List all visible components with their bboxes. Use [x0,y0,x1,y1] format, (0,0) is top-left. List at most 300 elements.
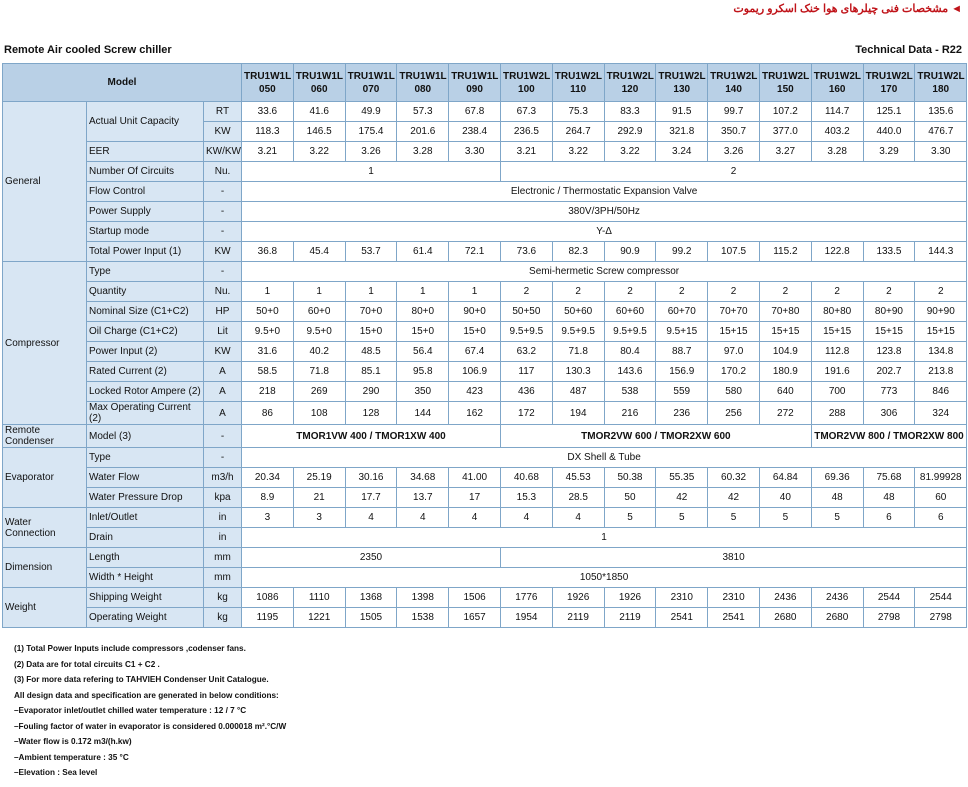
spec-row [3,382,967,402]
note-line: –Evaporator inlet/outlet chilled water temperature : 12 / 7 °C [14,706,247,715]
value-cell: 33.6 [242,102,294,122]
value-cell: 5 [604,508,656,528]
value-cell: 773 [863,382,915,402]
value-cell: 436 [500,382,552,402]
parameter-label: Actual Unit Capacity [87,102,204,142]
value-cell: 3 [293,508,345,528]
model-series: TRU1W2L [502,70,551,82]
spec-row [3,608,967,628]
spec-row [3,528,967,548]
value-cell: 97.0 [708,342,760,362]
value-cell: 42 [656,488,708,508]
value-cell: 40.68 [500,468,552,488]
value-cell: 64.84 [759,468,811,488]
value-cell: 6 [863,508,915,528]
spec-row [3,342,967,362]
value-cell: 13.7 [397,488,449,508]
unit-cell: kg [204,588,242,608]
value-cell: 48 [811,488,863,508]
value-cell: 15+15 [863,322,915,342]
parameter-label: Total Power Input (1) [87,242,204,262]
parameter-label: Model (3) [87,425,204,448]
value-cell: 75.68 [863,468,915,488]
value-cell: 45.53 [552,468,604,488]
value-cell: 1505 [345,608,397,628]
value-cell: 202.7 [863,362,915,382]
model-header-cell [449,64,501,102]
value-cell: 216 [604,402,656,425]
value-cell: 162 [449,402,501,425]
unit-cell: KW [204,122,242,142]
value-cell: 15+0 [345,322,397,342]
value-cell: 61.4 [397,242,449,262]
value-cell: 2541 [656,608,708,628]
value-cell: 50 [604,488,656,508]
spec-row [3,488,967,508]
value-cell: 40 [759,488,811,508]
value-cell: 9.5+9.5 [500,322,552,342]
value-cell: 90.9 [604,242,656,262]
value-cell: 81.99928 [915,468,967,488]
group-label: Weight [3,588,87,628]
model-header-cell [656,64,708,102]
value-cell: 115.2 [759,242,811,262]
value-cell: 321.8 [656,122,708,142]
model-size: 070 [362,83,380,95]
parameter-label: Nominal Size (C1+C2) [87,302,204,322]
parameter-label: Startup mode [87,222,204,242]
value-cell: 306 [863,402,915,425]
value-cell: 201.6 [397,122,449,142]
value-cell: 99.2 [656,242,708,262]
value-cell: 2 [863,282,915,302]
value-cell: 4 [345,508,397,528]
value-cell: 5 [708,508,760,528]
value-cell: 63.2 [500,342,552,362]
parameter-label: Drain [87,528,204,548]
spec-row [3,302,967,322]
value-cell: 236 [656,402,708,425]
group-label: Compressor [3,262,87,425]
value-cell: 180.9 [759,362,811,382]
note-line: –Elevation : Sea level [14,768,98,777]
unit-cell: A [204,402,242,425]
value-cell: 2119 [552,608,604,628]
value-cell: 41.6 [293,102,345,122]
value-cell: 30.16 [345,468,397,488]
spec-row [3,402,967,425]
merged-value-cell: Semi-hermetic Screw compressor [242,262,967,282]
spec-row [3,322,967,342]
value-cell: 122.8 [811,242,863,262]
value-cell: 146.5 [293,122,345,142]
spec-row [3,468,967,488]
unit-cell: m3/h [204,468,242,488]
parameter-label: Type [87,448,204,468]
unit-cell: Nu. [204,162,242,182]
value-cell: 256 [708,402,760,425]
value-cell: 112.8 [811,342,863,362]
value-cell: 123.8 [863,342,915,362]
value-cell: 4 [552,508,604,528]
value-cell: 1086 [242,588,294,608]
value-cell: 191.6 [811,362,863,382]
group-label: Evaporator [3,448,87,508]
arrow-left-icon: ◄ [951,3,962,15]
value-cell: 15+0 [397,322,449,342]
spec-row [3,548,967,568]
value-cell: 60+0 [293,302,345,322]
value-cell: 640 [759,382,811,402]
value-cell: 2310 [708,588,760,608]
parameter-label: Power Input (2) [87,342,204,362]
group-label: Remote Condenser [3,425,87,448]
value-cell: 107.5 [708,242,760,262]
value-cell: 3.26 [708,142,760,162]
value-cell: 143.6 [604,362,656,382]
group-label: Water Connection [3,508,87,548]
value-cell: 2119 [604,608,656,628]
value-cell: 3.21 [242,142,294,162]
spec-row [3,202,967,222]
spec-row [3,242,967,262]
value-cell: 80+90 [863,302,915,322]
value-cell: 56.4 [397,342,449,362]
value-cell: 50+50 [500,302,552,322]
spec-row [3,588,967,608]
value-cell: 194 [552,402,604,425]
value-cell: 130.3 [552,362,604,382]
value-cell: 2544 [863,588,915,608]
value-cell: 1110 [293,588,345,608]
value-cell: 290 [345,382,397,402]
value-cell: 3.22 [293,142,345,162]
spec-row [3,568,967,588]
value-cell: 5 [759,508,811,528]
model-header-cell [552,64,604,102]
value-cell: 58.5 [242,362,294,382]
note-line: –Ambient temperature : 35 °C [14,752,129,762]
model-series: TRU1W2L [710,70,758,82]
value-cell: 99.7 [708,102,760,122]
value-cell: 3.22 [604,142,656,162]
value-cell: 9.5+15 [656,322,708,342]
value-cell: 67.8 [449,102,501,122]
value-cell: 440.0 [863,122,915,142]
merged-value-cell: 3810 [500,548,966,568]
value-cell: 85.1 [345,362,397,382]
value-cell: 15.3 [500,488,552,508]
parameter-label: Shipping Weight [87,588,204,608]
value-cell: 36.8 [242,242,294,262]
value-cell: 128 [345,402,397,425]
value-cell: 15+15 [708,322,760,342]
value-cell: 2 [604,282,656,302]
value-cell: 133.5 [863,242,915,262]
model-header: Model [3,64,242,102]
value-cell: 60 [915,488,967,508]
value-cell: 2 [708,282,760,302]
parameter-label: Locked Rotor Ampere (2) [87,382,204,402]
value-cell: 350.7 [708,122,760,142]
parameter-label: Water Pressure Drop [87,488,204,508]
value-cell: 135.6 [915,102,967,122]
value-cell: 170.2 [708,362,760,382]
parameter-label: Water Flow [87,468,204,488]
unit-cell: in [204,528,242,548]
value-cell: 269 [293,382,345,402]
unit-cell: A [204,382,242,402]
unit-cell: kpa [204,488,242,508]
unit-cell: RT [204,102,242,122]
parameter-label: Width * Height [87,568,204,588]
value-cell: 70+70 [708,302,760,322]
note-line: All design data and specification are generated in below conditions: [14,690,279,700]
value-cell: 134.8 [915,342,967,362]
value-cell: 28.5 [552,488,604,508]
value-cell: 1221 [293,608,345,628]
unit-cell: A [204,362,242,382]
value-cell: 1506 [449,588,501,608]
parameter-label: Max Operating Current (2) [87,402,204,425]
value-cell: 1926 [552,588,604,608]
model-size: 160 [828,83,846,95]
spec-table-body [3,102,967,628]
model-series: TRU1W1L [347,70,395,82]
value-cell: 172 [500,402,552,425]
value-cell: 1 [397,282,449,302]
model-series: TRU1W2L [761,70,810,82]
unit-cell: in [204,508,242,528]
value-cell: 42 [708,488,760,508]
value-cell: 114.7 [811,102,863,122]
merged-value-cell: 1 [242,528,967,548]
value-cell: 846 [915,382,967,402]
value-cell: 1 [345,282,397,302]
value-cell: 60+70 [656,302,708,322]
value-cell: 487 [552,382,604,402]
value-cell: 423 [449,382,501,402]
value-cell: 3.30 [915,142,967,162]
value-cell: 292.9 [604,122,656,142]
value-cell: 1776 [500,588,552,608]
value-cell: 2436 [811,588,863,608]
value-cell: 2541 [708,608,760,628]
value-cell: 71.8 [293,362,345,382]
unit-cell: Nu. [204,282,242,302]
value-cell: 2 [811,282,863,302]
note-line: (1) Total Power Inputs include compressors ,codenser fans. [14,644,246,653]
value-cell: 69.36 [811,468,863,488]
value-cell: 21 [293,488,345,508]
model-header-cell [345,64,397,102]
spec-row [3,162,967,182]
value-cell: 118.3 [242,122,294,142]
value-cell: 403.2 [811,122,863,142]
value-cell: 350 [397,382,449,402]
value-cell: 107.2 [759,102,811,122]
note-line: (2) Data are for total circuits C1 + C2 . [14,659,160,669]
merged-value-cell: DX Shell & Tube [242,448,967,468]
spec-table [2,63,967,628]
value-cell: 48.5 [345,342,397,362]
value-cell: 50+60 [552,302,604,322]
parameter-label: Inlet/Outlet [87,508,204,528]
model-size: 080 [414,83,432,95]
value-cell: 1368 [345,588,397,608]
persian-title [733,2,962,15]
value-cell: 5 [811,508,863,528]
value-cell: 60+60 [604,302,656,322]
value-cell: 559 [656,382,708,402]
value-cell: 17 [449,488,501,508]
value-cell: 41.00 [449,468,501,488]
value-cell: 175.4 [345,122,397,142]
model-header-cell [242,64,294,102]
value-cell: 70+80 [759,302,811,322]
value-cell: 71.8 [552,342,604,362]
model-header-cell [708,64,760,102]
model-size: 140 [725,83,742,95]
value-cell: 476.7 [915,122,967,142]
value-cell: 1 [449,282,501,302]
spec-row [3,362,967,382]
value-cell: 117 [500,362,552,382]
value-cell: 1926 [604,588,656,608]
note-line: (3) For more data refering to TAHVIEH Condenser Unit Catalogue. [14,675,269,684]
spec-row [3,262,967,282]
merged-value-cell: Electronic / Thermostatic Expansion Valve [242,182,967,202]
value-cell: 144.3 [915,242,967,262]
merged-value-cell: TMOR1VW 400 / TMOR1XW 400 [242,425,501,448]
value-cell: 9.5+9.5 [604,322,656,342]
document-title: Remote Air cooled Screw chiller [4,44,172,56]
model-series: TRU1W1L [399,70,447,82]
parameter-label: Power Supply [87,202,204,222]
value-cell: 3.24 [656,142,708,162]
value-cell: 15+15 [811,322,863,342]
merged-value-cell: TMOR2VW 600 / TMOR2XW 600 [500,425,811,448]
value-cell: 53.7 [345,242,397,262]
model-header-row [3,64,967,102]
value-cell: 580 [708,382,760,402]
value-cell: 9.5+0 [293,322,345,342]
value-cell: 75.3 [552,102,604,122]
value-cell: 31.6 [242,342,294,362]
value-cell: 288 [811,402,863,425]
value-cell: 49.9 [345,102,397,122]
value-cell: 48 [863,488,915,508]
parameter-label: Length [87,548,204,568]
value-cell: 40.2 [293,342,345,362]
value-cell: 80+80 [811,302,863,322]
model-size: 110 [570,83,587,95]
spec-row [3,142,967,162]
value-cell: 2 [500,282,552,302]
value-cell: 218 [242,382,294,402]
model-header-cell [293,64,345,102]
value-cell: 34.68 [397,468,449,488]
spec-row [3,182,967,202]
value-cell: 86 [242,402,294,425]
value-cell: 3.29 [863,142,915,162]
persian-title-text: مشخصات فنی چیلرهای هوا خنک اسکرو ریموت [733,3,949,15]
value-cell: 90+90 [915,302,967,322]
value-cell: 4 [397,508,449,528]
value-cell: 50.38 [604,468,656,488]
model-size: 090 [466,83,483,95]
value-cell: 3.22 [552,142,604,162]
technical-data-label: Technical Data - R22 [855,44,962,56]
value-cell: 9.5+9.5 [552,322,604,342]
value-cell: 2544 [915,588,967,608]
value-cell: 2436 [759,588,811,608]
model-size: 170 [880,83,898,95]
value-cell: 70+0 [345,302,397,322]
model-series: TRU1W1L [295,70,344,82]
note-line: –Fouling factor of water in evaporator is considered 0.000018 m².°C/W [14,721,287,731]
spec-row [3,222,967,242]
model-series: TRU1W2L [813,70,861,82]
unit-cell: - [204,262,242,282]
model-size: 130 [673,83,691,95]
value-cell: 144 [397,402,449,425]
model-header-cell [811,64,863,102]
value-cell: 1 [242,282,294,302]
value-cell: 5 [656,508,708,528]
parameter-label: Type [87,262,204,282]
value-cell: 1195 [242,608,294,628]
parameter-label: Oil Charge (C1+C2) [87,322,204,342]
value-cell: 91.5 [656,102,708,122]
value-cell: 1954 [500,608,552,628]
value-cell: 3.30 [449,142,501,162]
unit-cell: HP [204,302,242,322]
model-header-cell [863,64,915,102]
value-cell: 3.28 [811,142,863,162]
value-cell: 2680 [811,608,863,628]
value-cell: 4 [500,508,552,528]
merged-value-cell: 1 [242,162,501,182]
value-cell: 1398 [397,588,449,608]
value-cell: 2 [656,282,708,302]
unit-cell: KW [204,242,242,262]
unit-cell: KW/KW [204,142,242,162]
model-size: 100 [518,83,535,95]
unit-cell: - [204,182,242,202]
value-cell: 3.28 [397,142,449,162]
unit-cell: - [204,448,242,468]
value-cell: 80.4 [604,342,656,362]
value-cell: 55.35 [656,468,708,488]
model-header-cell [604,64,656,102]
value-cell: 15+15 [759,322,811,342]
model-header-cell [759,64,811,102]
unit-cell: mm [204,548,242,568]
value-cell: 1 [293,282,345,302]
value-cell: 538 [604,382,656,402]
group-label: General [3,102,87,262]
value-cell: 45.4 [293,242,345,262]
value-cell: 2680 [759,608,811,628]
value-cell: 700 [811,382,863,402]
model-header-cell [397,64,449,102]
model-size: 180 [932,83,950,95]
value-cell: 15+0 [449,322,501,342]
merged-value-cell: Y-Δ [242,222,967,242]
value-cell: 82.3 [552,242,604,262]
value-cell: 106.9 [449,362,501,382]
